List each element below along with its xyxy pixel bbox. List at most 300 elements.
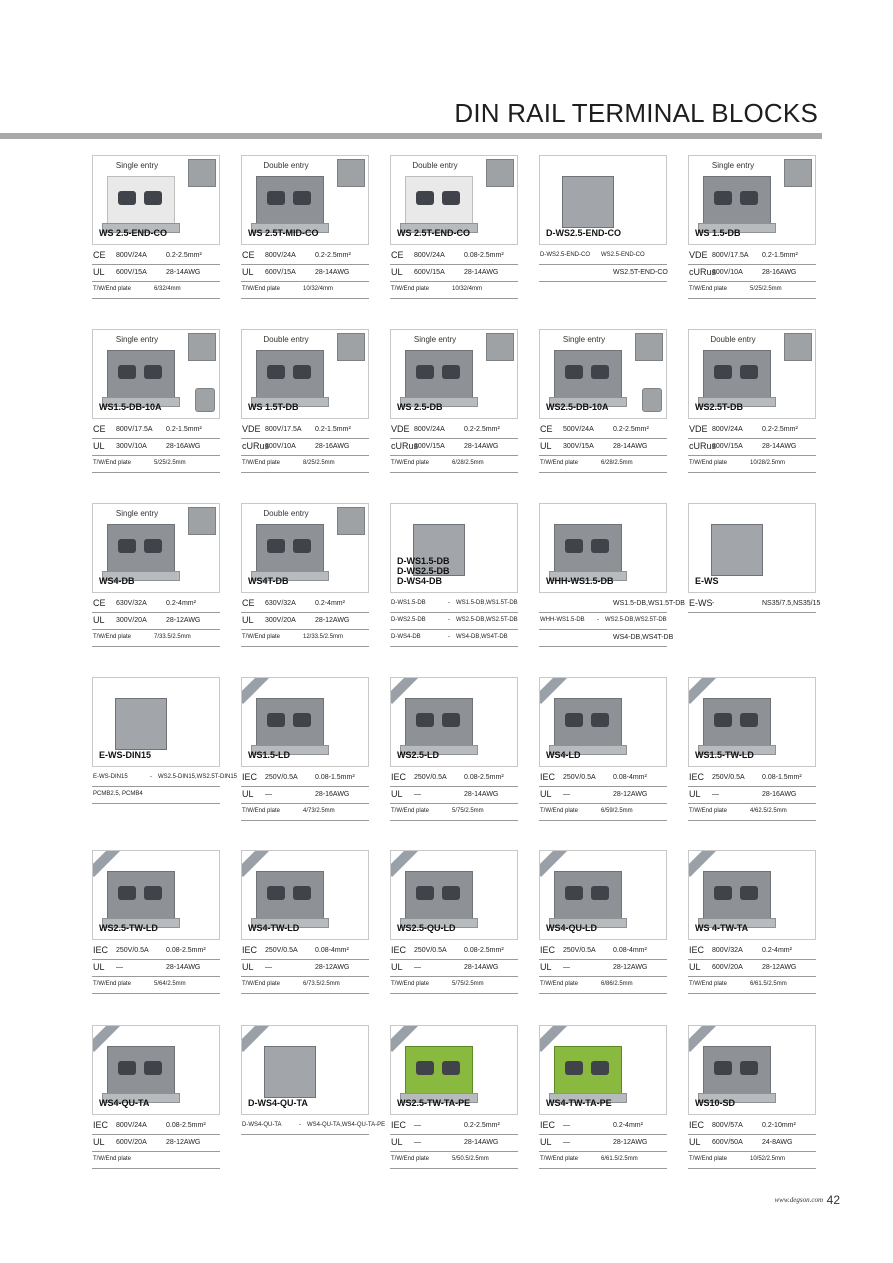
spec-rating: 250V/0.5A	[116, 947, 149, 954]
spec-range: 0.08-1.5mm²	[315, 774, 355, 781]
spec-range: 28-12AWG	[762, 964, 797, 971]
spec-label: UL	[242, 789, 254, 799]
spec-row	[241, 439, 369, 456]
entry-type-label: Double entry	[710, 335, 756, 344]
spec-range: 6/61.5/2.5mm	[601, 1156, 638, 1162]
spec-table	[92, 248, 220, 299]
wire-entry-hole	[293, 365, 311, 379]
spec-table	[688, 770, 816, 821]
spec-rating: 800V/24A	[116, 1122, 147, 1129]
spec-row	[688, 770, 816, 787]
spec-range: 0.08-2.5mm²	[464, 774, 504, 781]
spec-label: IEC	[391, 772, 407, 782]
spec-table	[241, 943, 369, 994]
terminal-block-image	[562, 176, 614, 228]
product-name: WS 2.5T-MID-CO	[248, 228, 319, 238]
wire-entry-hole	[740, 886, 758, 900]
terminal-block-image	[107, 1046, 175, 1098]
spec-range: 28-14AWG	[613, 443, 648, 450]
product-name: WS2.5-DB-10A	[546, 402, 609, 412]
spec-table	[241, 1118, 386, 1135]
wire-entry-hole	[565, 365, 583, 379]
spec-label: T/W/End plate	[689, 286, 728, 292]
terminal-block-image	[256, 350, 324, 402]
spec-row	[539, 439, 667, 456]
spec-label: CE	[391, 250, 404, 260]
entry-type-label: Single entry	[115, 161, 159, 170]
wire-entry-hole	[144, 886, 162, 900]
terminal-block-image	[554, 871, 622, 923]
spec-rating: -	[150, 774, 152, 780]
spec-range: 0.2-4mm²	[315, 600, 345, 607]
spec-range: 0.08-4mm²	[613, 774, 647, 781]
spec-range: WS4-DB,WS4T-DB	[456, 634, 508, 640]
spec-row	[390, 1135, 518, 1152]
spec-row	[92, 943, 220, 960]
wire-entry-hole	[714, 365, 732, 379]
spec-label: UL	[93, 267, 105, 277]
spec-range: 0.2-2.5mm²	[464, 1122, 500, 1129]
spec-table	[241, 248, 369, 299]
spec-range: 10/52/2.5mm	[750, 1156, 786, 1162]
wire-entry-hole	[267, 886, 285, 900]
spec-table	[688, 596, 821, 613]
product-name: WS2.5-LD	[397, 750, 440, 760]
spec-rating: 250V/0.5A	[414, 947, 447, 954]
spec-table	[688, 1118, 816, 1169]
product-photo	[241, 503, 369, 593]
spec-row	[241, 630, 369, 647]
product-name: WS1.5-TW-LD	[695, 750, 754, 760]
spec-rating: -	[448, 634, 450, 640]
spec-label: UL	[242, 962, 254, 972]
terminal-block-image	[256, 871, 324, 923]
spec-rating: 600V/15A	[414, 269, 445, 276]
product-photo	[390, 503, 518, 593]
spec-row	[390, 613, 518, 630]
spec-label: UL	[242, 615, 254, 625]
spec-range: 10/32/4mm	[452, 286, 483, 292]
spec-row	[241, 422, 369, 439]
spec-range: 4/73/2.5mm	[303, 808, 335, 814]
product-name: WS 1.5-DB	[695, 228, 741, 238]
spec-row	[539, 596, 685, 613]
spec-row	[390, 248, 518, 265]
spec-row	[92, 613, 220, 630]
spec-label: UL	[391, 1137, 403, 1147]
spec-label: UL	[689, 1137, 701, 1147]
spec-row	[92, 265, 220, 282]
spec-row	[92, 282, 220, 299]
spec-rating: —	[414, 1122, 421, 1129]
spec-label: cURus	[242, 441, 270, 451]
spec-label: VDE	[689, 424, 708, 434]
spec-label: UL	[689, 789, 701, 799]
wire-entry-hole	[267, 539, 285, 553]
spec-rating: 800V/24A	[265, 252, 296, 259]
spec-row	[688, 960, 816, 977]
spec-range: 6/32/4mm	[154, 286, 181, 292]
spec-label: D-WS2.5-DB	[391, 617, 426, 623]
spec-label: T/W/End plate	[242, 286, 281, 292]
entry-type-label: Double entry	[412, 161, 458, 170]
product-name: WS1.5-DB-10A	[99, 402, 162, 412]
spec-label: UL	[391, 962, 403, 972]
spec-table	[539, 596, 685, 647]
entry-type-label: Double entry	[263, 335, 309, 344]
spec-range: 28-14AWG	[464, 269, 499, 276]
spec-label: IEC	[93, 1120, 109, 1130]
wire-entry-hole	[144, 191, 162, 205]
spec-row	[539, 248, 667, 265]
spec-label: PCMB2.5, PCMB4	[93, 791, 143, 797]
terminal-block-image	[405, 176, 473, 228]
wire-entry-hole	[442, 191, 460, 205]
spec-rating: 630V/32A	[116, 600, 147, 607]
terminal-block-image	[107, 524, 175, 576]
spec-row	[390, 787, 518, 804]
spec-range: 8/25/2.5mm	[303, 460, 335, 466]
entry-type-label: Double entry	[263, 161, 309, 170]
spec-label: IEC	[242, 945, 258, 955]
spec-label: T/W/End plate	[391, 286, 430, 292]
wire-entry-hole	[118, 1061, 136, 1075]
terminal-block-image	[554, 1046, 622, 1098]
terminal-block-image	[264, 1046, 316, 1098]
spec-label: IEC	[540, 772, 556, 782]
spec-row	[390, 265, 518, 282]
spec-row	[92, 1118, 220, 1135]
spec-range: WS2.5-END-CO	[601, 252, 645, 258]
spec-label: E-WS	[689, 598, 713, 608]
spec-rating: -	[448, 617, 450, 623]
spec-rating: —	[414, 964, 421, 971]
product-photo	[539, 503, 667, 593]
terminal-block-image	[703, 176, 771, 228]
spec-range: WS2.5T-END-CO	[613, 269, 668, 276]
product-name: WS1.5-LD	[248, 750, 291, 760]
product-name: WS2.5-TW-TA-PE	[397, 1098, 471, 1108]
product-photo	[539, 1025, 667, 1115]
spec-range: 4/62.5/2.5mm	[750, 808, 787, 814]
spec-range: WS4-QU-TA,WS4-QU-TA-PE	[307, 1122, 386, 1128]
spec-range: 28-14AWG	[166, 964, 201, 971]
spec-row	[241, 943, 369, 960]
spec-rating: -	[299, 1122, 301, 1128]
spec-row	[688, 422, 816, 439]
product-name: WS2.5-TW-LD	[99, 923, 158, 933]
spec-label: T/W/End plate	[242, 460, 281, 466]
spec-label: VDE	[689, 250, 708, 260]
product-photo	[241, 850, 369, 940]
spec-row	[688, 282, 816, 299]
spec-row	[241, 613, 369, 630]
spec-range: 28-12AWG	[315, 964, 350, 971]
product-name: WS 1.5T-DB	[248, 402, 299, 412]
spec-range: 28-12AWG	[613, 1139, 648, 1146]
spec-range: 5/64/2.5mm	[154, 981, 186, 987]
spec-rating: 300V/10A	[116, 443, 147, 450]
product-photo	[390, 677, 518, 767]
spec-range: 28-12AWG	[613, 964, 648, 971]
wire-entry-hole	[442, 1061, 460, 1075]
spec-rating: 800V/17.5A	[712, 252, 749, 259]
spec-label: T/W/End plate	[93, 1156, 132, 1162]
spec-rating: 600V/15A	[265, 269, 296, 276]
spec-range: 0.08-4mm²	[315, 947, 349, 954]
product-name: D-WS4-QU-TA	[248, 1098, 308, 1108]
product-photo	[688, 850, 816, 940]
spec-label: D-WS2.5-END-CO	[540, 252, 591, 258]
spec-label: IEC	[242, 772, 258, 782]
spec-table	[241, 770, 369, 821]
spec-rating: 250V/0.5A	[563, 774, 596, 781]
spec-row	[688, 596, 821, 613]
spec-rating: 250V/0.5A	[265, 774, 298, 781]
wire-entry-hole	[591, 886, 609, 900]
spec-table	[390, 422, 518, 473]
spec-range: 0.2-4mm²	[762, 947, 792, 954]
spec-range: 0.2-10mm²	[762, 1122, 796, 1129]
spec-row	[92, 456, 220, 473]
product-photo	[539, 677, 667, 767]
spec-label: T/W/End plate	[242, 981, 281, 987]
spec-row	[688, 1152, 816, 1169]
spec-label: CE	[242, 598, 255, 608]
wire-entry-hole	[565, 539, 583, 553]
spec-label: cURus	[689, 441, 717, 451]
spec-table	[92, 1118, 220, 1169]
spec-row	[539, 456, 667, 473]
spec-range: 12/33.5/2.5mm	[303, 634, 344, 640]
spec-rating: 630V/32A	[265, 600, 296, 607]
spec-row	[390, 1152, 518, 1169]
spec-row	[241, 248, 369, 265]
spec-table	[92, 596, 220, 647]
spec-row	[92, 1135, 220, 1152]
spec-range: 28-12AWG	[315, 617, 350, 624]
spec-row	[92, 787, 220, 804]
spec-table	[241, 596, 369, 647]
spec-range: WS2.5-DIN15,WS2.5T-DIN15	[158, 774, 238, 780]
spec-rating: 800V/24A	[116, 252, 147, 259]
spec-rating: —	[563, 1122, 570, 1129]
spec-range: 0.2-4mm²	[166, 600, 196, 607]
spec-range: 0.08-1.5mm²	[762, 774, 802, 781]
wire-entry-hole	[416, 713, 434, 727]
wire-entry-hole	[565, 713, 583, 727]
spec-row	[688, 804, 816, 821]
spec-row	[539, 1118, 667, 1135]
spec-label: UL	[93, 1137, 105, 1147]
spec-table	[539, 770, 667, 821]
entry-type-label: Single entry	[115, 509, 159, 518]
spec-row	[539, 1135, 667, 1152]
product-name: WS4-QU-TA	[99, 1098, 150, 1108]
terminal-block-image	[703, 698, 771, 750]
spec-row	[539, 422, 667, 439]
product-photo	[688, 1025, 816, 1115]
spec-range: 28-14AWG	[464, 1139, 499, 1146]
spec-row	[390, 630, 518, 647]
spec-rating: 800V/17.5A	[265, 426, 302, 433]
product-name: D-WS1.5-DB D-WS2.5-DB D-WS4-DB	[397, 556, 450, 586]
wire-entry-hole	[293, 886, 311, 900]
spec-row	[539, 977, 667, 994]
wire-entry-hole	[293, 191, 311, 205]
spec-row	[539, 1152, 667, 1169]
spec-range: 0.2-4mm²	[613, 1122, 643, 1129]
wire-entry-hole	[118, 539, 136, 553]
spec-row	[390, 1118, 518, 1135]
connector-inset-image	[195, 388, 215, 412]
spec-row	[241, 787, 369, 804]
wire-entry-hole	[591, 539, 609, 553]
product-name: WHH-WS1.5-DB	[546, 576, 614, 586]
spec-rating: -	[712, 600, 715, 607]
wire-entry-hole	[740, 365, 758, 379]
spec-label: VDE	[242, 424, 261, 434]
spec-rating: 250V/0.5A	[265, 947, 298, 954]
product-name: WS4-LD	[546, 750, 581, 760]
wire-entry-hole	[118, 365, 136, 379]
product-photo	[688, 155, 816, 245]
detail-inset-image	[784, 333, 812, 361]
spec-label: IEC	[391, 1120, 407, 1130]
wire-entry-hole	[565, 1061, 583, 1075]
spec-row	[92, 439, 220, 456]
product-name: WS 2.5-END-CO	[99, 228, 168, 238]
spec-range: 5/75/2.5mm	[452, 808, 484, 814]
spec-range: NS35/7.5,NS35/15	[762, 600, 821, 607]
product-photo	[241, 329, 369, 419]
detail-inset-image	[784, 159, 812, 187]
spec-range: 6/86/2.5mm	[601, 981, 633, 987]
spec-label: T/W/End plate	[93, 460, 132, 466]
spec-row	[390, 282, 518, 299]
spec-row	[92, 422, 220, 439]
wire-entry-hole	[293, 713, 311, 727]
footer-url: www.degson.com	[774, 1196, 823, 1204]
spec-label: IEC	[391, 945, 407, 955]
wire-entry-hole	[740, 713, 758, 727]
spec-row	[390, 770, 518, 787]
wire-entry-hole	[144, 365, 162, 379]
spec-rating: 300V/15A	[563, 443, 594, 450]
spec-rating: 600V/20A	[712, 964, 743, 971]
wire-entry-hole	[416, 1061, 434, 1075]
wire-entry-hole	[714, 191, 732, 205]
spec-range: 0.2-1.5mm²	[166, 426, 202, 433]
page-title: DIN RAIL TERMINAL BLOCKS	[454, 98, 818, 128]
spec-table	[688, 943, 816, 994]
spec-table	[390, 596, 518, 647]
spec-range: 0.2-2.5mm²	[166, 252, 202, 259]
spec-range: 6/61.5/2.5mm	[750, 981, 787, 987]
wire-entry-hole	[442, 713, 460, 727]
spec-label: T/W/End plate	[689, 460, 728, 466]
connector-inset-image	[642, 388, 662, 412]
spec-range: 0.2-2.5mm²	[613, 426, 649, 433]
spec-range: 24-8AWG	[762, 1139, 793, 1146]
spec-label: T/W/End plate	[540, 460, 579, 466]
spec-rating: 300V/10A	[712, 269, 743, 276]
wire-entry-hole	[591, 365, 609, 379]
spec-label: UL	[540, 789, 552, 799]
spec-row	[92, 596, 220, 613]
spec-range: 10/32/4mm	[303, 286, 334, 292]
spec-row	[241, 960, 369, 977]
product-photo	[92, 850, 220, 940]
spec-row	[390, 456, 518, 473]
spec-row	[390, 596, 518, 613]
spec-rating: —	[414, 1139, 421, 1146]
spec-label: T/W/End plate	[242, 634, 281, 640]
spec-range: 0.08-4mm²	[613, 947, 647, 954]
product-photo	[241, 677, 369, 767]
spec-range: 6/73.5/2.5mm	[303, 981, 340, 987]
spec-range: 5/50.5/2.5mm	[452, 1156, 489, 1162]
terminal-block-image	[107, 176, 175, 228]
spec-row	[390, 439, 518, 456]
spec-label: T/W/End plate	[93, 981, 132, 987]
wire-entry-hole	[267, 365, 285, 379]
spec-row	[390, 960, 518, 977]
spec-rating: —	[265, 791, 272, 798]
spec-range: 28-16AWG	[762, 791, 797, 798]
wire-entry-hole	[118, 886, 136, 900]
wire-entry-hole	[714, 886, 732, 900]
wire-entry-hole	[416, 365, 434, 379]
spec-label: D-WS4-QU-TA	[242, 1122, 282, 1128]
product-name: WS4T-DB	[248, 576, 289, 586]
spec-row	[92, 1152, 220, 1169]
detail-inset-image	[486, 159, 514, 187]
spec-rating: 300V/15A	[414, 443, 445, 450]
page-number: 42	[826, 1193, 840, 1207]
spec-row	[688, 1118, 816, 1135]
wire-entry-hole	[442, 365, 460, 379]
spec-row	[688, 456, 816, 473]
spec-range: 28-16AWG	[762, 269, 797, 276]
spec-range: 0.2-2.5mm²	[464, 426, 500, 433]
product-photo	[390, 850, 518, 940]
detail-inset-image	[635, 333, 663, 361]
spec-label: IEC	[689, 1120, 705, 1130]
spec-label: E-WS-DIN15	[93, 774, 128, 780]
spec-rating: 600V/50A	[712, 1139, 743, 1146]
wire-entry-hole	[714, 713, 732, 727]
wire-entry-hole	[267, 713, 285, 727]
terminal-block-image	[405, 350, 473, 402]
spec-label: cURus	[689, 267, 717, 277]
spec-rating: —	[563, 1139, 570, 1146]
spec-range: WS4-DB,WS4T-DB	[613, 634, 674, 641]
spec-rating: 800V/24A	[414, 426, 445, 433]
spec-label: T/W/End plate	[391, 460, 430, 466]
spec-rating: —	[563, 964, 570, 971]
product-name: WS2.5T-DB	[695, 402, 744, 412]
spec-row	[539, 787, 667, 804]
spec-label: T/W/End plate	[93, 286, 132, 292]
terminal-block-image	[256, 524, 324, 576]
spec-label: UL	[391, 789, 403, 799]
spec-row	[241, 596, 369, 613]
spec-table	[92, 770, 238, 804]
spec-rating: 300V/15A	[712, 443, 743, 450]
spec-row	[241, 1118, 386, 1135]
spec-row	[688, 248, 816, 265]
